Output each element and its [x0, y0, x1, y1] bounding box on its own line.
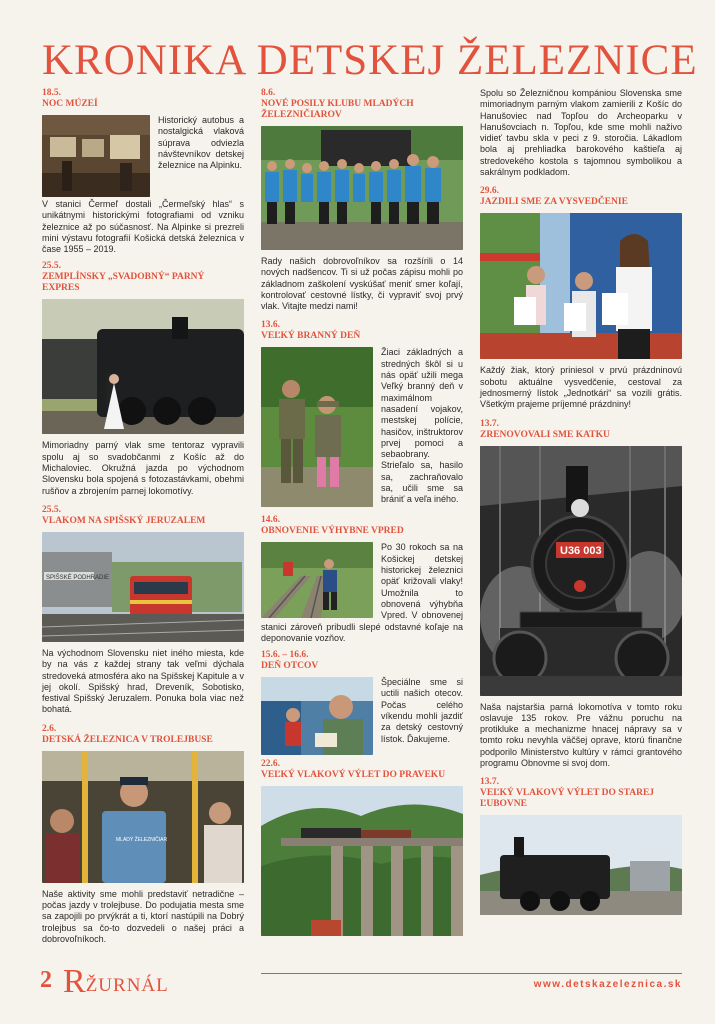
photo-switch-track: [261, 542, 373, 618]
article-date: 22.6.: [261, 759, 280, 770]
article-date: 29.6.: [480, 186, 499, 197]
magazine-logo: [63, 962, 169, 998]
page-number: 2: [40, 967, 52, 993]
column-left: [42, 88, 244, 945]
article-date: 15.6. – 16.6.: [261, 650, 309, 661]
photo-museum-night: [42, 115, 150, 197]
article-text: Na východnom Slovensku niet iného miesta, kde by na vás z každej strany tak veľmi dýchala stredoveká atmosféra ako na Spišskej Kapitule a v jej okolí. Spišský hrad, Dreveník, Sobotisko, festival Spišský Jeruzalem. Ponuka bola viac než bohatá.: [42, 647, 244, 715]
article-date: 2.6.: [42, 723, 57, 734]
article-text: Žiaci základných a stredných škôl si u nás opäť užili mega Veľký branný deň v maximálnom nasadení vojakov, mestskej polície, hasičov, inštruktorov prvej pomoci a sebaobrany. Strieľalo sa, hasilo sa, zachraňovalo sa, učili sme sa brániť a veľa iného.: [381, 347, 463, 505]
article-text: Každý žiak, ktorý priniesol v prvú prázdninovú sobotu aktuálne vysvedčenie, cestoval za jednosmerný lístok „Jednotkári“ sa vozili grátis. Všetkým prajeme príjemné prázdniny!: [480, 365, 682, 410]
article-headline: ZRENOVOVALI SME KATKU: [480, 429, 610, 440]
photo-stara-lubovna: [480, 815, 682, 915]
article-date: 25.5.: [42, 504, 61, 515]
page-title: KRONIKA DETSKEJ ŽELEZNICE: [42, 37, 698, 84]
article-text: Naše aktivity sme mohli predstaviť netradične – počas jazdy v trolejbuse. Do podujatia mesta sme sa zapojili po prvýkrát a ti, ktorí nastúpili na Dobrý trolejbus sa čo-to dozvedeli o našej práci a dobrovoľníkoch.: [42, 888, 244, 944]
photo-defense-day: [261, 347, 373, 507]
photo-report-cards: [480, 213, 682, 359]
article-date: 14.6.: [261, 515, 280, 526]
logo-letter: R: [63, 963, 86, 1000]
article-text: Spolu so Železničnou kompániou Slovenska sme mimoriadnym parným vlakom zamierili z Košíc do Hanušoviec nad Topľou do Archeoparku v Hanušovciach n. Topľou, kde sme mohli naživo vidieť tavbu skla v peci z 9. storočia. Lákadlom bola aj prehliadka barokového kaštieľa aj stredovekého kostola s tajomnou symbolikou a sakrálnym podkladom.: [480, 88, 682, 178]
article-date: 25.5.: [42, 261, 61, 272]
article-text: Mimoriadny parný vlak sme tentoraz vypravili spolu aj so svadobčanmi z Košíc až do Michaloviec. Okružná jazda po východnom Slovensku bola spojená s fotozastávkami, obehmi rušňov a zbrojením parnej lokomotívy.: [42, 440, 244, 496]
photo-fathers-day: [261, 677, 373, 755]
article-headline: ZEMPLÍNSKY „SVADOBNÝ“ PARNÝ EXPRES: [42, 272, 205, 294]
footer-divider: [261, 973, 682, 974]
article-headline: VLAKOM NA SPIŠSKÝ JERUZALEM: [42, 515, 206, 526]
photo-katka-locomotive: [480, 446, 682, 696]
shirt-text: MLADÝ ŽELEZNIČIAR: [116, 836, 168, 843]
photo-viaduct: [261, 786, 463, 936]
article-headline: NOC MÚZEÍ: [42, 99, 98, 109]
article-headline: OBNOVENIE VÝHYBNE VPRED: [261, 526, 404, 537]
article-date: 13.7.: [480, 418, 499, 429]
article-headline: VEĽKÝ BRANNÝ DEŇ: [261, 331, 361, 342]
article-text: Špeciálne sme si uctili našich otecov. Počas celého víkendu mohli jazdiť za detský cestovný lístok. Ďakujeme.: [381, 677, 463, 744]
logo-text: ŽURNÁL: [85, 975, 169, 996]
article-text: Rady našich dobrovoľníkov sa rozšírili o 14 nových nadšencov. Ti si už počas zápisu mohli po základnom zaškolení vyskúšať meniť smer koľají, kontrolovať cestovné lístky, či vypraviť svoj prvý vlak. Vitajte medzi nami!: [261, 256, 463, 312]
article-headline: JAZDILI SME ZA VYSVEDČENIE: [480, 197, 628, 208]
article-text: V stanici Čermeľ dostali „Čermeľský hlas“ s unikátnymi historickými fotografiami od vzniku železnice až po súčasnosť. Na Alpinke si prezreli mini výstavu fotografií Košická detská železnica v čase 1955 – 2019.: [42, 199, 244, 255]
article-date: 13.7.: [480, 777, 499, 788]
article-date: 13.6.: [261, 320, 280, 331]
article-headline: VEĽKÝ VLAKOVÝ VÝLET DO PRAVEKU: [261, 770, 446, 781]
article-headline: NOVÉ POSILY KLUBU MLADÝCH ŽELEZNIČIAROV: [261, 99, 414, 120]
article-text: Po 30 rokoch sa na Košickej detskej historickej železnici opäť križovali vlaky! Umožnila to obnovená výhybňa Vpred. V obnovenej stanici zároveň pribudli slepé odstavné koľaje na deponovanie vozňov.: [261, 542, 463, 643]
article-date: 18.5.: [42, 88, 61, 98]
photo-wedding-express: [42, 299, 244, 434]
article-headline: DETSKÁ ŽELEZNICA V TROLEJBUSE: [42, 734, 213, 745]
station-sign: SPIŠSKÉ PODHRADIE: [46, 574, 110, 581]
column-right: [480, 88, 682, 915]
article-text: Naša najstaršia parná lokomotíva v tomto roku oslavuje 135 rokov. Pre vážnu poruchu na protikluke a mechanizme hnacej nápravy sa v tomto roku nevyhla väčšej oprave, ktorú finančne podporilo Ministerstvo kultúry v rámci grantového programu Obnovme si svoj dom.: [480, 701, 682, 769]
article-headline: DEŇ OTCOV: [261, 661, 319, 672]
website-link[interactable]: www.detskazeleznica.sk: [533, 979, 682, 990]
locomotive-plate: U36 003: [560, 544, 602, 557]
photo-spis-station: [42, 532, 244, 642]
article-headline: VEĽKÝ VLAKOVÝ VÝLET DO STAREJ ĽUBOVNE: [480, 788, 655, 810]
article-date: 8.6.: [261, 88, 276, 98]
column-middle: [261, 88, 463, 936]
photo-trolleybus: [42, 751, 244, 883]
photo-new-volunteers: [261, 126, 463, 250]
article-text: Historický autobus a nostalgická vlaková súprava odviezla návštevníkov detskej železnice na Alpinku.: [158, 115, 244, 171]
